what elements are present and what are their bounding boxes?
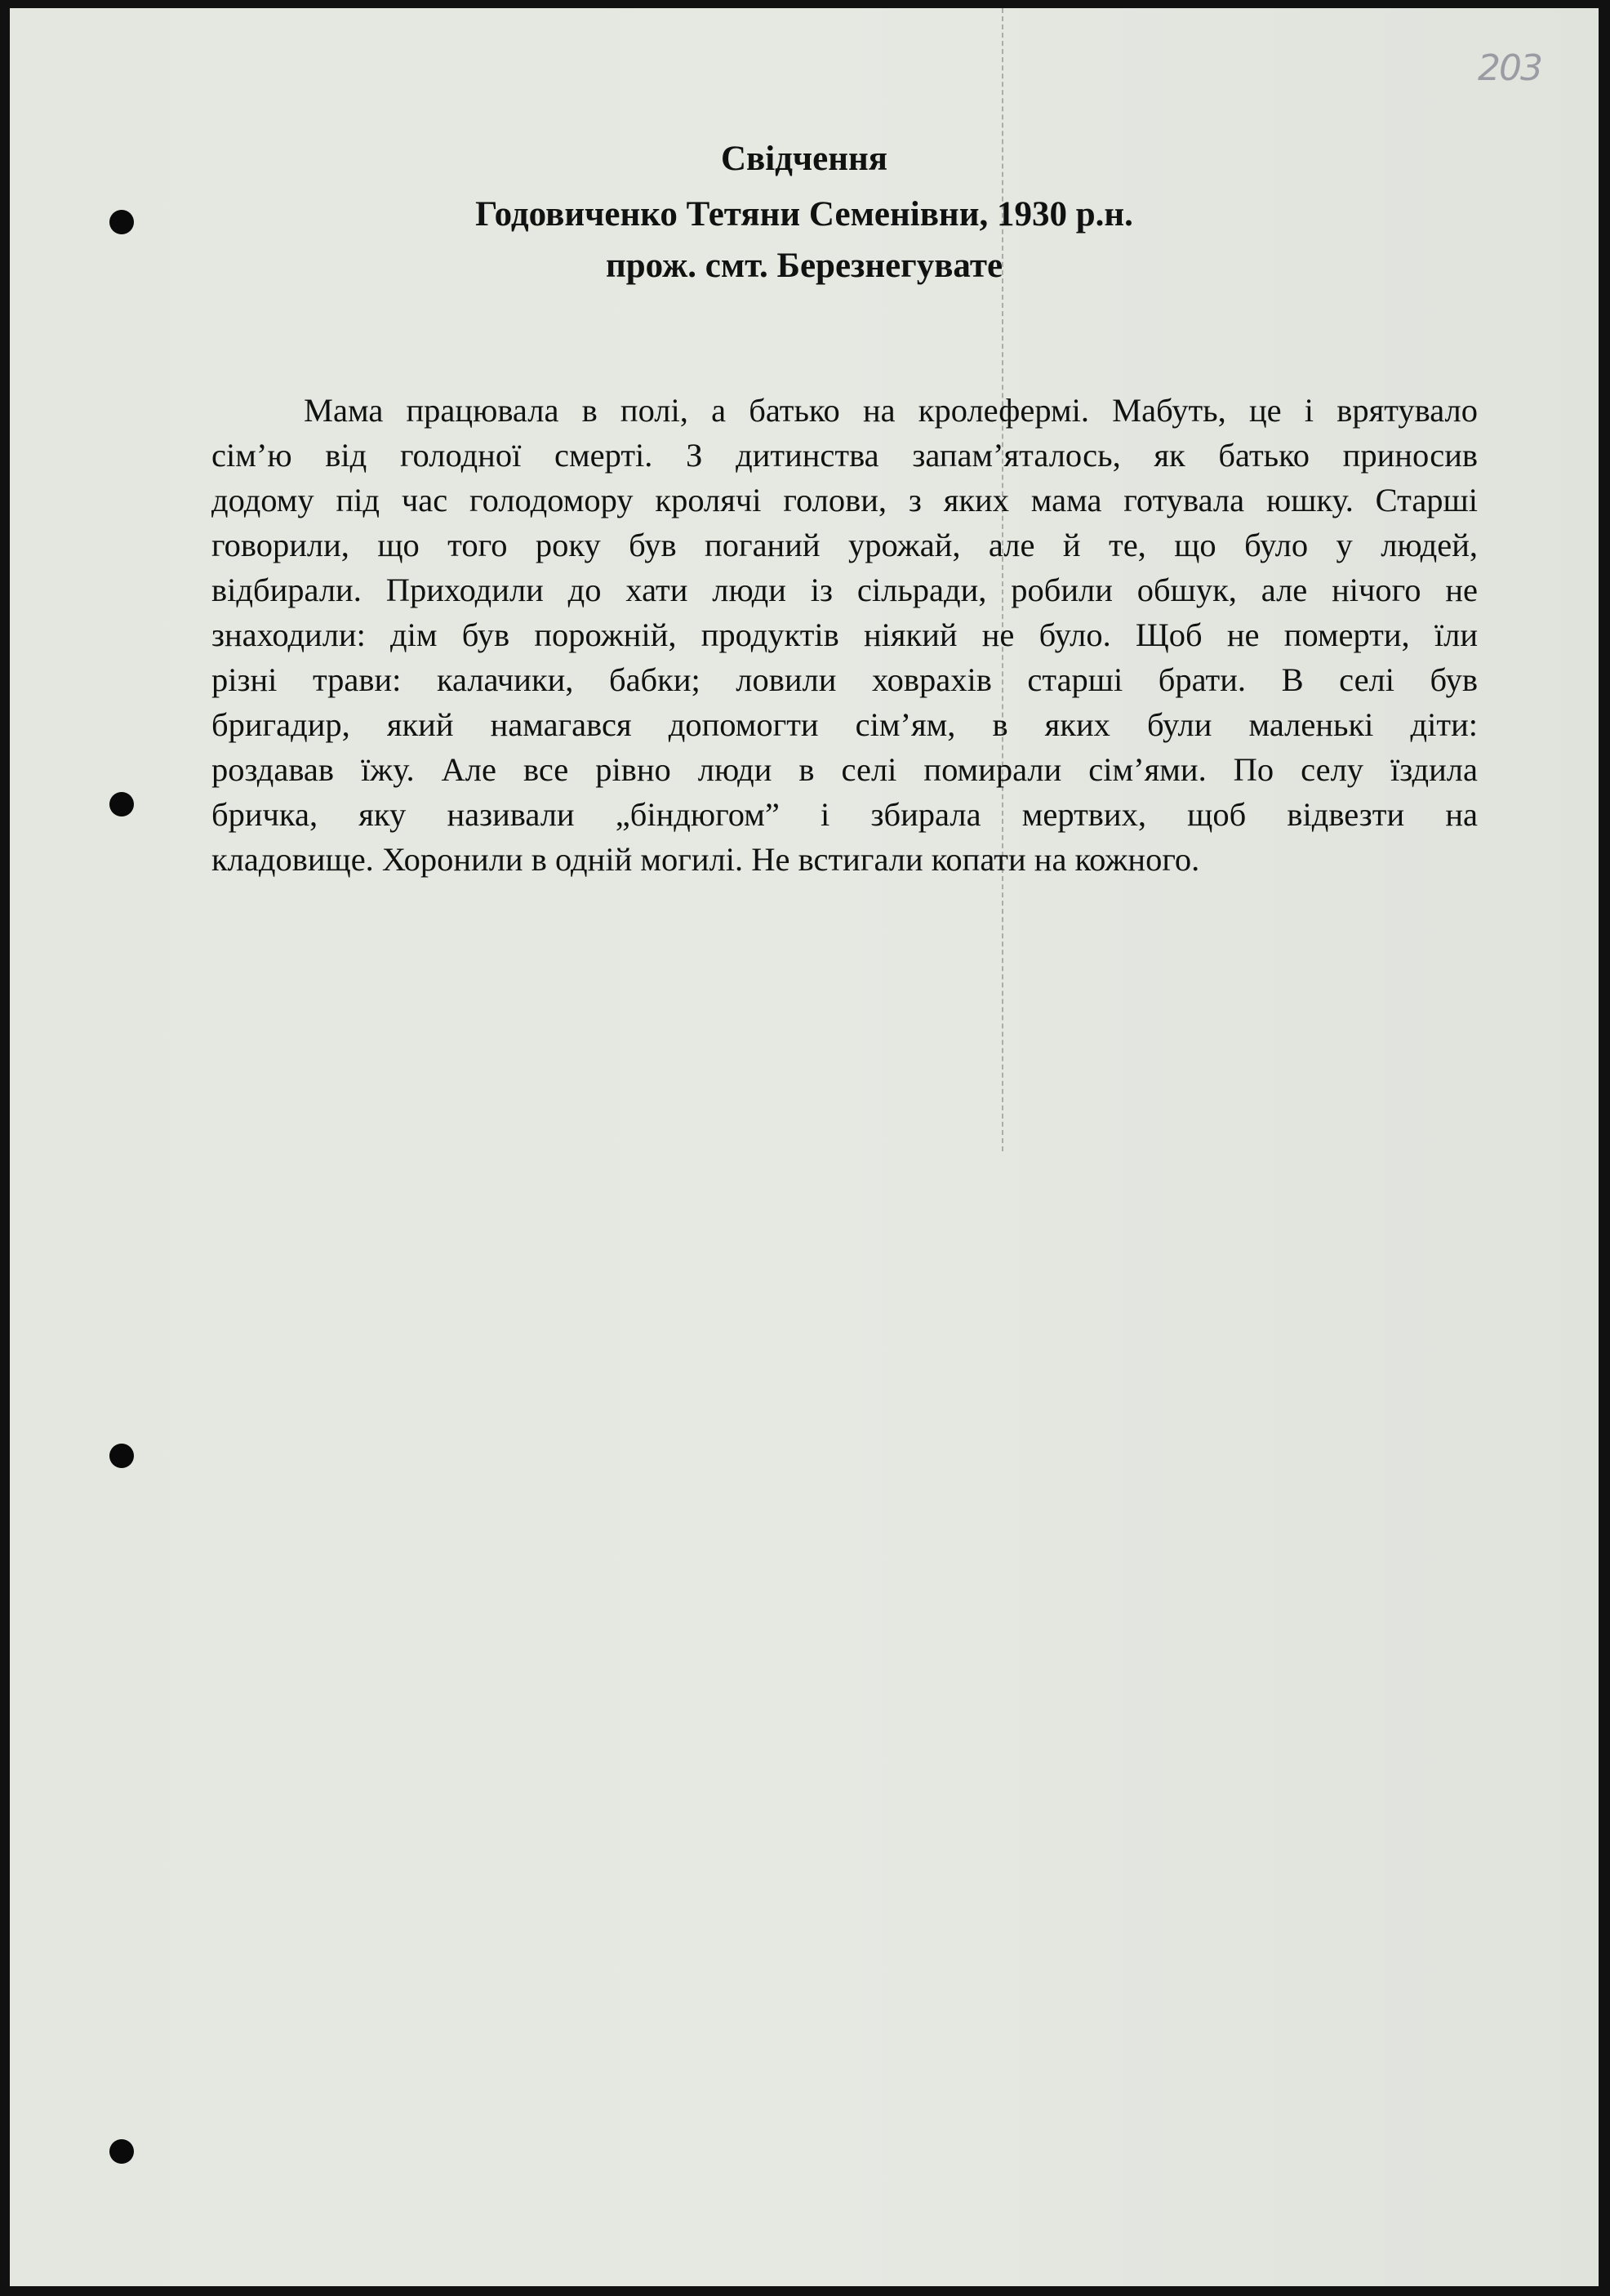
- punch-hole: [109, 1444, 134, 1468]
- text-line: Мама працювала в полі, а батько на кролефермі. Мабуть, це і врятувало: [304, 392, 1478, 429]
- witness-residence: прож. смт. Березнегувате: [605, 247, 1003, 285]
- testimony-text: [211, 388, 1478, 882]
- text-line: сім’ю від голодної смерті. З дитинства запам’яталось, як батько приносив: [211, 437, 1478, 474]
- text-line: роздавав їжу. Але все рівно люди в селі помирали сім’ями. По селу їздила: [211, 751, 1478, 788]
- handwritten-page-number: 203: [1478, 47, 1541, 89]
- document-page: [10, 8, 1599, 2286]
- witness-name: Годовиченко Тетяни Семенівни, 1930 р.н.: [475, 195, 1133, 234]
- text-line: кладовище. Хоронили в одній могилі. Не встигали копати на кожного.: [211, 841, 1200, 878]
- text-line: різні трави: калачики, бабки; ловили ховрахів старші брати. В селі був: [211, 661, 1478, 698]
- text-line: додому під час голодомору кролячі голови, з яких мама готувала юшку. Старші: [211, 482, 1478, 518]
- text-line: відбирали. Приходили до хати люди із сільради, робили обшук, але нічого не: [211, 572, 1478, 608]
- text-line: бричка, яку називали „біндюгом” і збирала мертвих, щоб відвезти на: [211, 796, 1478, 833]
- punch-hole: [109, 2139, 134, 2164]
- text-line: знаходили: дім був порожній, продуктів ніякий не було. Щоб не померти, їли: [211, 616, 1478, 653]
- document-title: Свідчення: [720, 140, 888, 178]
- text-line: бригадир, який намагався допомогти сім’ям, в яких були маленькі діти:: [211, 706, 1478, 743]
- text-line: говорили, що того року був поганий урожай, але й те, що було у людей,: [211, 527, 1478, 563]
- punch-hole: [109, 792, 134, 817]
